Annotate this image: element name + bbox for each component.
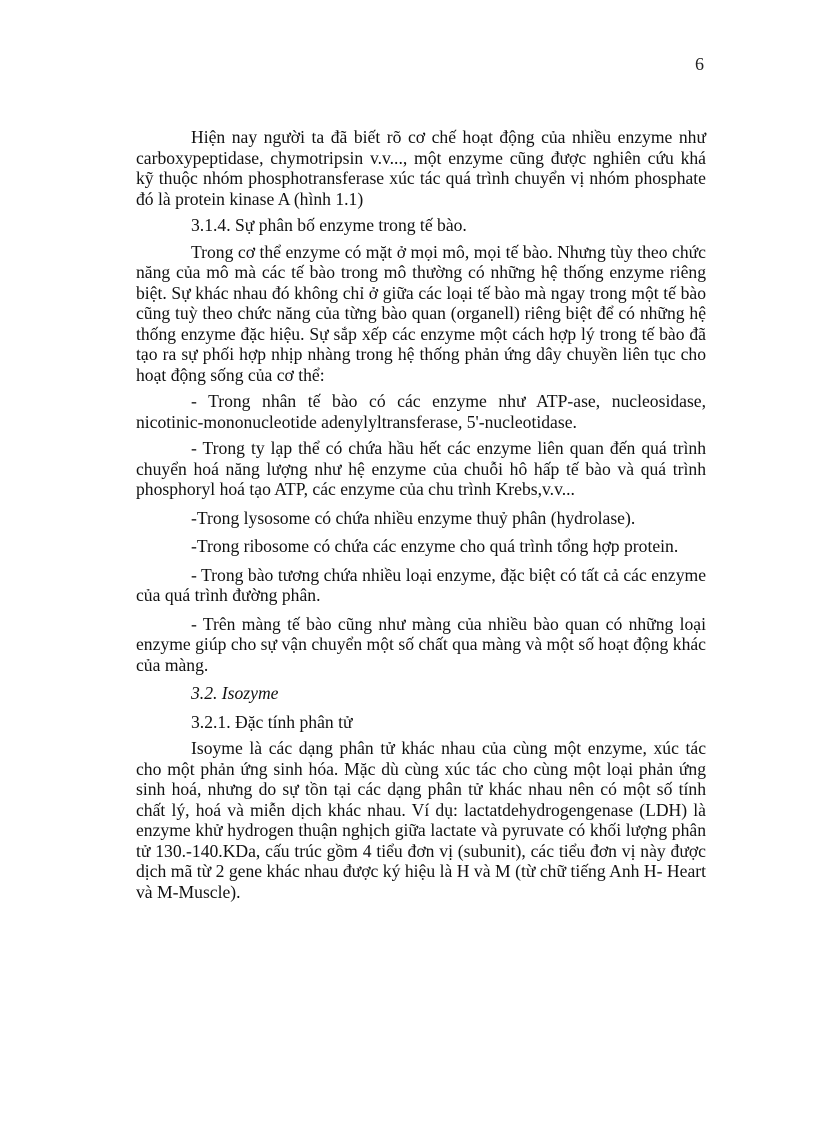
paragraph-isozyme: Isoyme là các dạng phân tử khác nhau của cùng một enzyme, xúc tác cho một phản ứng sinh hóa. Mặc dù cùng xúc tác cho cùng một loại phản ứng sinh hoá, nhưng do sự tồn tại các dạng phân tử khác nhau nên có một số tính chất lý, hoá và miễn dịch khác nhau. Ví dụ: lactatdehydrogengenase (LDH) là enzyme khử hydrogen thuận nghịch giữa lactate và pyruvate có khối lượng phân tử 130.-140.KDa, cấu trúc gồm 4 tiểu đơn vị (subunit), các tiểu đơn vị này được dịch mã từ 2 gene khác nhau được ký hiệu là H và M (từ chữ tiếng Anh H- Heart và M-Muscle). (136, 738, 706, 902)
section-heading-3-2: 3.2. Isozyme (191, 683, 279, 703)
list-item-ribosome: -Trong ribosome có chứa các enzyme cho quá trình tổng hợp protein. (191, 536, 679, 556)
list-item-cytoplasm: - Trong bào tương chứa nhiều loại enzyme, đặc biệt có tất cả các enzyme của quá trình đường phân. (136, 564, 706, 605)
section-heading-3-2-1: 3.2.1. Đặc tính phân tử (191, 711, 353, 732)
list-item-mitochondria: - Trong ty lạp thể có chứa hầu hết các enzyme liên quan đến quá trình chuyển hoá năng lượng như hệ enzyme của chuỗi hô hấp tế bào và quá trình phosphoryl hoá tạo ATP, các enzyme của chu trình Krebs,v.v... (136, 438, 706, 499)
section-heading-3-1-4: 3.1.4. Sự phân bố enzyme trong tế bào. (191, 215, 467, 235)
paragraph-intro: Hiện nay người ta đã biết rõ cơ chế hoạt động của nhiều enzyme như carboxypeptidase, chymotripsin v.v..., một enzyme cũng được nghiên cứu khá kỹ thuộc nhóm phosphotransferase xúc tác quá trình chuyển vị nhóm phosphate đó là protein kinase A (hình 1.1) (136, 127, 706, 209)
list-item-membrane: - Trên màng tế bào cũng như màng của nhiều bào quan có những loại enzyme giúp cho sự vận chuyển một số chất qua màng và một số hoạt động khác của màng. (136, 613, 706, 675)
list-item-nucleus: - Trong nhân tế bào có các enzyme như ATP-ase, nucleosidase, nicotinic-mononucleotide adenylyltransferase, 5'-nucleotidase. (136, 391, 706, 432)
page-content (136, 127, 706, 902)
list-item-lysosome: -Trong lysosome có chứa nhiều enzyme thuỷ phân (hydrolase). (191, 507, 636, 528)
paragraph-enzyme-distribution: Trong cơ thể enzyme có mặt ở mọi mô, mọi tế bào. Nhưng tùy theo chức năng của mô mà các tế bào trong mô thường có những hệ thống enzyme riêng biệt. Sự khác nhau đó không chỉ ở giữa các loại tế bào mà ngay trong một tế bào cũng tuỳ theo chức năng của từng bào quan (organell) riêng biệt để có những hệ thống enzyme đặc hiệu. Sự sắp xếp các enzyme một cách hợp lý trong tế bào đã tạo ra sự phối hợp nhịp nhàng trong hệ thống phản ứng dây chuyền liên tục cho hoạt động sống của cơ thể: (136, 241, 706, 385)
page-number: 6 (695, 54, 704, 74)
